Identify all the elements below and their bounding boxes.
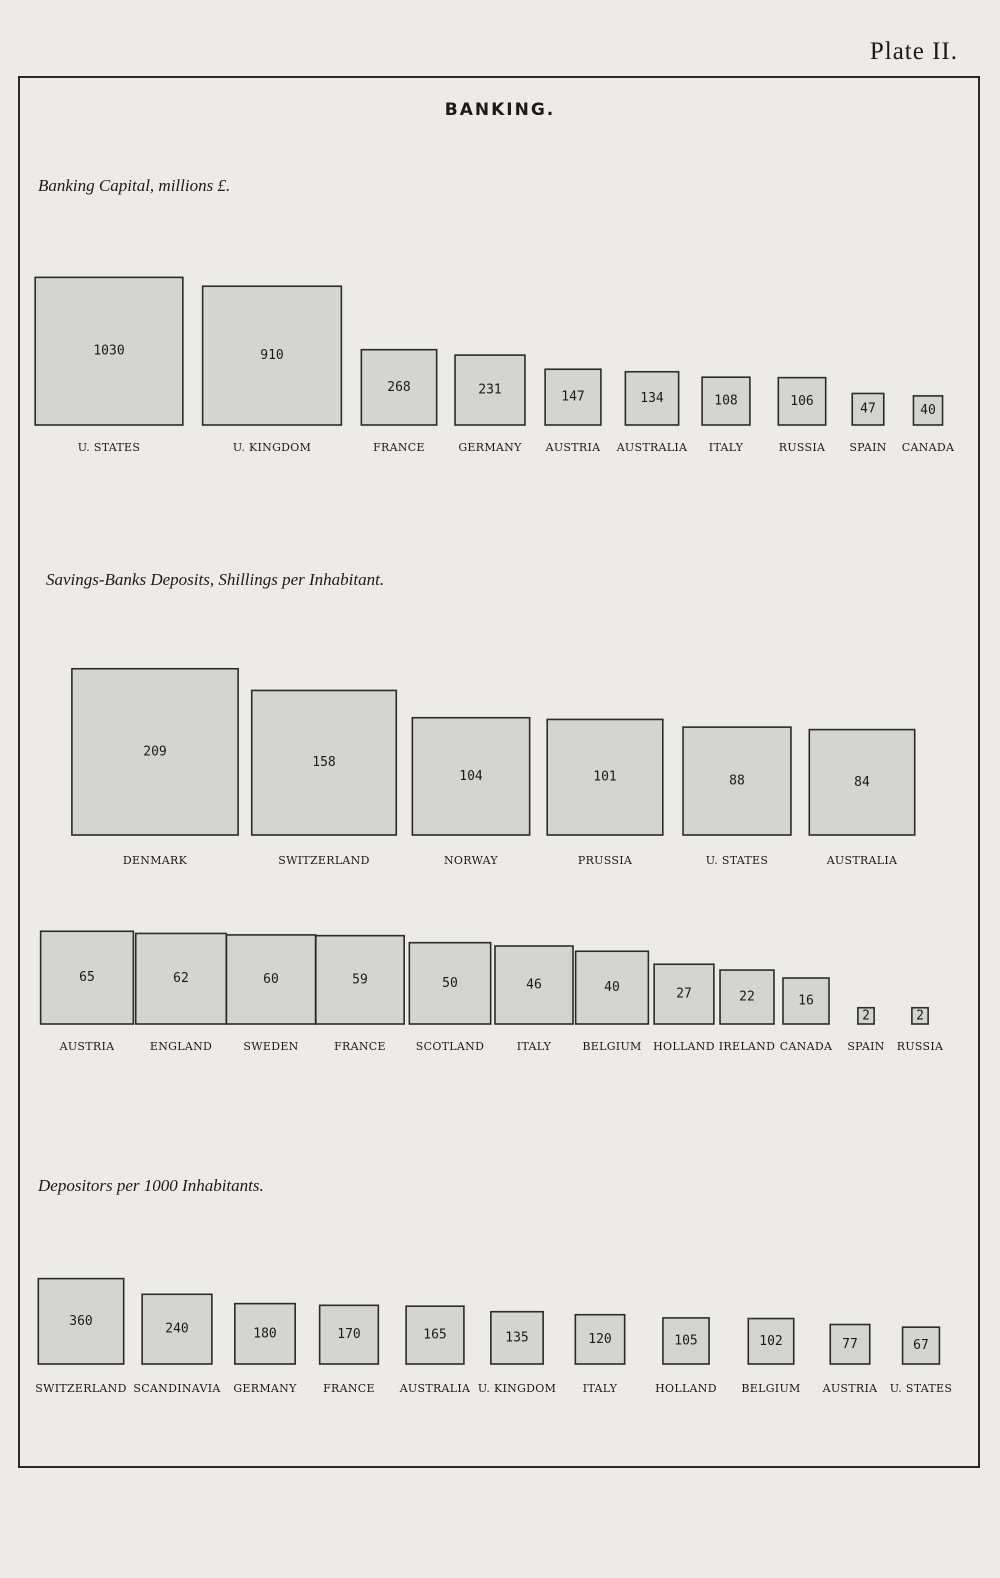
bar-italy xyxy=(702,377,750,454)
category-label: ITALY xyxy=(516,1040,552,1053)
data-label: 170 xyxy=(337,1327,361,1343)
category-label: ENGLAND xyxy=(149,1040,213,1053)
chart-title-savings-deposits: Savings-Banks Deposits, Shillings per Inhabitant. xyxy=(46,570,385,589)
category-label: AUSTRIA xyxy=(822,1382,878,1395)
chart-title-depositors: Depositors per 1000 Inhabitants. xyxy=(38,1176,264,1195)
data-label: 2 xyxy=(862,1008,870,1024)
data-label: 165 xyxy=(423,1327,447,1343)
plate-label: Plate II. xyxy=(869,38,958,65)
category-label: ITALY xyxy=(708,441,744,454)
data-label: 158 xyxy=(312,755,336,771)
data-label: 77 xyxy=(842,1336,858,1352)
category-label: BELGIUM xyxy=(741,1382,801,1395)
category-label: BELGIUM xyxy=(582,1040,642,1053)
category-label: SPAIN xyxy=(849,441,887,454)
category-label: SCOTLAND xyxy=(415,1040,485,1053)
category-label: SCANDINAVIA xyxy=(133,1382,221,1395)
bar-france xyxy=(361,350,436,454)
bar-italy xyxy=(575,1315,624,1395)
page-title: BANKING. xyxy=(444,100,556,120)
bar-england xyxy=(136,933,227,1053)
category-label: SWEDEN xyxy=(243,1040,299,1053)
bar-prussia xyxy=(547,719,663,867)
data-label: 65 xyxy=(79,970,95,986)
bar-italy xyxy=(495,946,573,1053)
bar-scandinavia xyxy=(133,1294,221,1395)
bar-belgium xyxy=(741,1319,800,1395)
category-label: CANADA xyxy=(901,441,955,454)
bar-ireland xyxy=(719,970,775,1053)
data-label: 106 xyxy=(790,393,814,409)
data-label: 268 xyxy=(387,379,411,395)
category-label: FRANCE xyxy=(334,1040,386,1053)
data-label: 2 xyxy=(916,1008,924,1024)
category-label: AUSTRIA xyxy=(59,1040,115,1053)
data-label: 67 xyxy=(913,1338,929,1354)
category-label: FRANCE xyxy=(323,1382,375,1395)
bar-u-states xyxy=(35,277,183,454)
category-label: AUSTRIA xyxy=(545,441,601,454)
category-label: AUSTRALIA xyxy=(399,1382,471,1395)
data-label: 134 xyxy=(640,390,664,406)
bar-russia xyxy=(778,378,826,454)
bar-canada xyxy=(780,978,833,1053)
category-label: GERMANY xyxy=(233,1382,297,1395)
category-label: DENMARK xyxy=(122,854,188,867)
data-label: 50 xyxy=(442,975,458,991)
data-label: 47 xyxy=(860,401,876,417)
category-label: IRELAND xyxy=(718,1040,776,1053)
bar-norway xyxy=(412,718,529,867)
bar-germany xyxy=(455,355,525,454)
data-label: 135 xyxy=(505,1330,529,1346)
bar-austria xyxy=(822,1325,879,1395)
bar-austria xyxy=(545,369,602,454)
bar-u-states xyxy=(890,1327,952,1395)
bar-austria xyxy=(41,931,134,1053)
bar-canada xyxy=(902,396,955,454)
bar-u-states xyxy=(683,727,791,867)
category-label: AUSTRALIA xyxy=(826,854,898,867)
category-label: U. STATES xyxy=(77,441,141,454)
category-label: U. KINGDOM xyxy=(477,1382,557,1395)
bar-spain xyxy=(849,393,886,454)
bar-spain xyxy=(847,1008,884,1053)
data-label: 62 xyxy=(173,971,189,987)
category-label: RUSSIA xyxy=(896,1040,944,1053)
data-label: 1030 xyxy=(93,343,125,359)
data-label: 104 xyxy=(459,768,483,784)
category-label: SPAIN xyxy=(847,1040,885,1053)
category-label: GERMANY xyxy=(458,441,522,454)
bar-holland xyxy=(655,1318,717,1395)
bar-u-kingdom xyxy=(478,1312,556,1395)
bar-russia xyxy=(897,1008,944,1053)
bar-switzerland xyxy=(35,1279,126,1395)
data-label: 84 xyxy=(854,774,870,790)
chart-title-banking-capital: Banking Capital, millions £. xyxy=(38,176,231,195)
category-label: SWITZERLAND xyxy=(278,854,370,867)
data-label: 120 xyxy=(588,1331,612,1347)
data-label: 40 xyxy=(920,402,936,418)
bar-france xyxy=(320,1305,379,1395)
category-label: U. STATES xyxy=(705,854,769,867)
bar-switzerland xyxy=(252,690,397,867)
category-label: CANADA xyxy=(779,1040,833,1053)
bar-holland xyxy=(653,964,715,1053)
category-label: SWITZERLAND xyxy=(35,1382,127,1395)
category-label: RUSSIA xyxy=(778,441,826,454)
bar-france xyxy=(316,936,404,1053)
data-label: 46 xyxy=(526,977,542,993)
category-label: AUSTRALIA xyxy=(616,441,688,454)
data-label: 240 xyxy=(165,1321,189,1337)
bar-scotland xyxy=(409,943,490,1053)
bar-australia xyxy=(399,1306,471,1395)
data-label: 231 xyxy=(478,382,502,398)
data-label: 40 xyxy=(604,980,620,996)
category-label: FRANCE xyxy=(373,441,425,454)
category-label: U. STATES xyxy=(889,1382,953,1395)
data-label: 102 xyxy=(759,1333,783,1349)
data-label: 101 xyxy=(593,769,617,785)
category-label: ITALY xyxy=(582,1382,618,1395)
category-label: HOLLAND xyxy=(653,1040,715,1053)
bar-sweden xyxy=(226,935,315,1053)
category-label: PRUSSIA xyxy=(577,854,633,867)
bar-australia xyxy=(809,730,914,867)
data-label: 180 xyxy=(253,1326,277,1342)
category-label: NORWAY xyxy=(443,854,499,867)
data-label: 60 xyxy=(263,971,279,987)
bar-denmark xyxy=(72,669,238,867)
data-label: 108 xyxy=(714,393,738,409)
data-label: 22 xyxy=(739,989,755,1005)
data-label: 27 xyxy=(676,986,692,1002)
bar-u-kingdom xyxy=(203,286,342,454)
data-label: 59 xyxy=(352,972,368,988)
category-label: HOLLAND xyxy=(655,1382,717,1395)
data-label: 209 xyxy=(143,744,167,760)
bar-belgium xyxy=(576,951,649,1053)
data-label: 910 xyxy=(260,348,284,364)
data-label: 147 xyxy=(561,389,585,405)
data-label: 88 xyxy=(729,773,745,789)
data-label: 360 xyxy=(69,1313,93,1329)
category-label: U. KINGDOM xyxy=(232,441,312,454)
bar-australia xyxy=(616,372,688,454)
data-label: 16 xyxy=(798,993,814,1009)
data-label: 105 xyxy=(674,1333,698,1349)
bar-germany xyxy=(233,1304,297,1395)
